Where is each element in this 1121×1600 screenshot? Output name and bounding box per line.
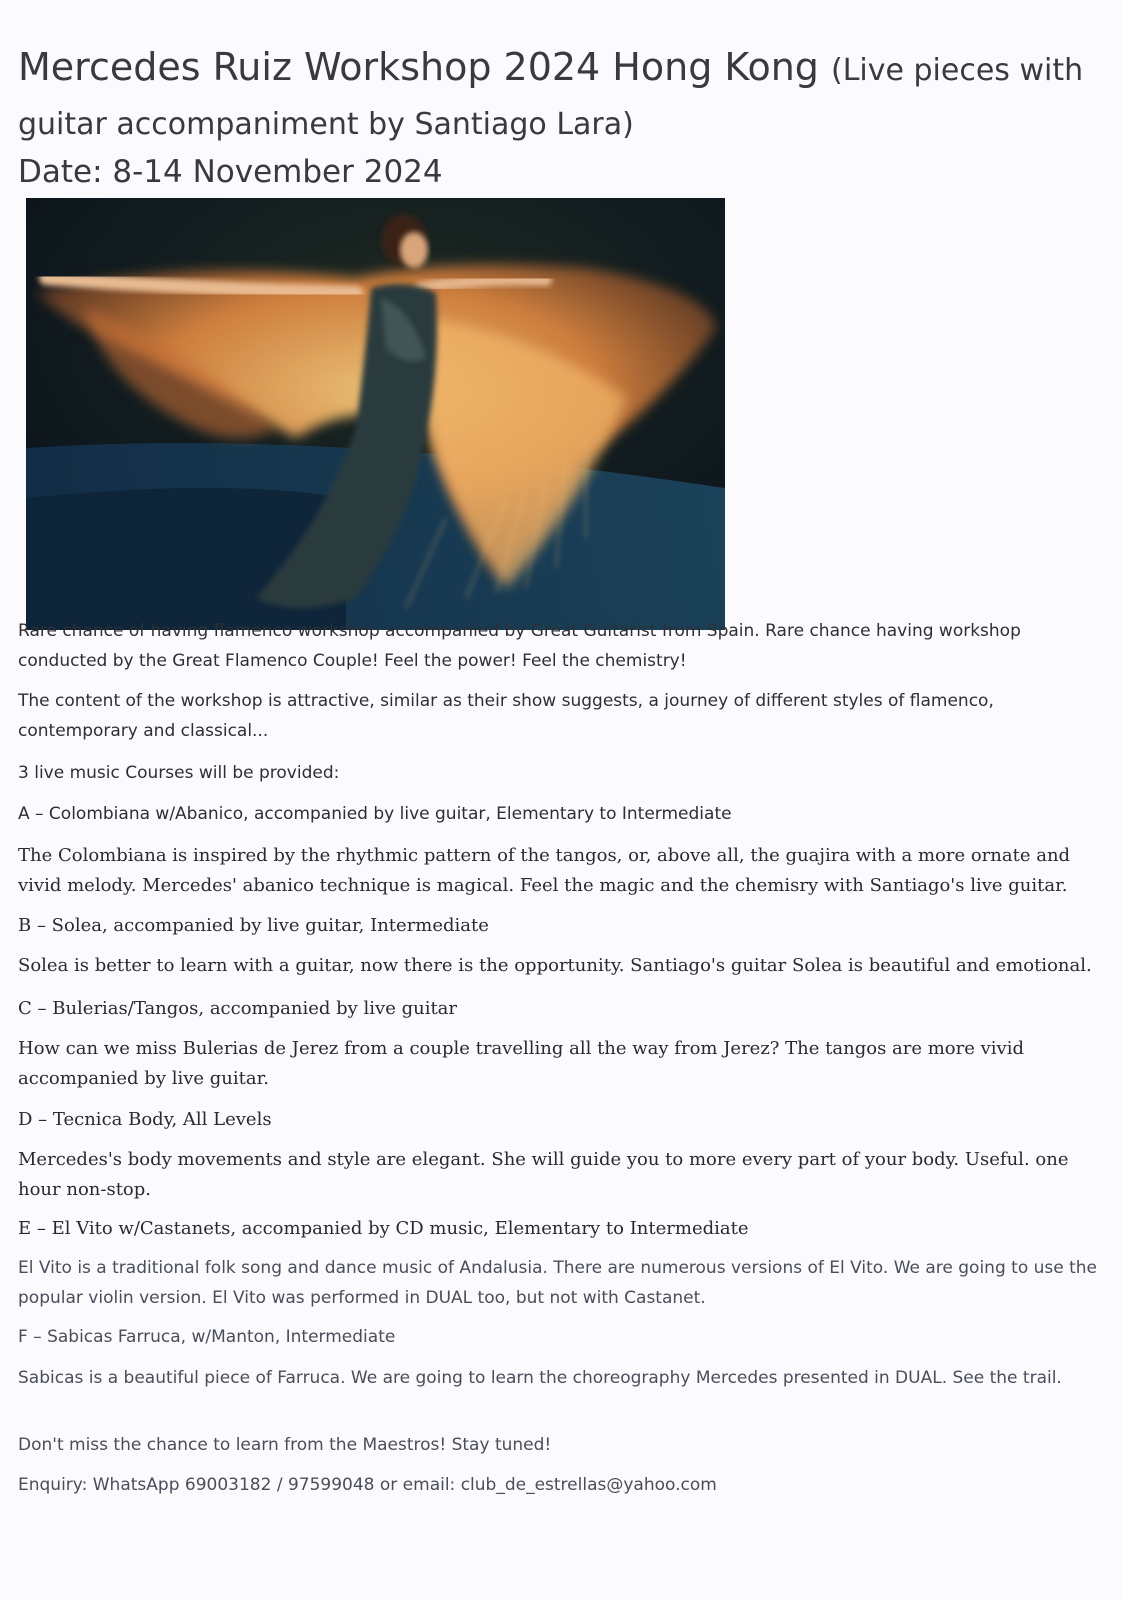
- course-d-heading: D – Tecnica Body, All Levels: [18, 1109, 272, 1130]
- title-main: Mercedes Ruiz Workshop 2024 Hong Kong: [18, 45, 819, 89]
- course-f-description: Sabicas is a beautiful piece of Farruca. We are going to learn the choreography Mercedes presented in DUAL. See the trail.: [18, 1368, 1062, 1388]
- intro-paragraph-1: Rare chance of having flamenco workshop accompanied by Great Guitarist from Spain. Rare chance having workshop conducted by the Great Flamenco Couple! Feel the power! Feel the chemistry!: [18, 621, 1021, 671]
- course-a-description: The Colombiana is inspired by the rhythmic pattern of the tangos, or, above all, the guajira with a more ornate and vivid melody. Mercedes' abanico technique is magical. Feel the magic and the chemisry with Santiago's live guitar.: [18, 845, 1071, 896]
- course-b-description: Solea is better to learn with a guitar, now there is the opportunity. Santiago's guitar Solea is beautiful and emotional.: [18, 955, 1092, 976]
- course-c-description: How can we miss Bulerias de Jerez from a couple travelling all the way from Jerez? The tangos are more vivid accompanied by live guitar.: [18, 1038, 1024, 1089]
- enquiry-contact: Enquiry: WhatsApp 69003182 / 97599048 or email: club_de_estrellas@yahoo.com: [18, 1475, 717, 1495]
- course-b-heading: B – Solea, accompanied by live guitar, Intermediate: [18, 915, 489, 936]
- flamenco-dancer-photo: [26, 198, 725, 630]
- course-c-heading: C – Bulerias/Tangos, accompanied by live guitar: [18, 998, 458, 1019]
- courses-intro: 3 live music Courses will be provided:: [18, 763, 340, 783]
- course-a-heading: A – Colombiana w/Abanico, accompanied by live guitar, Elementary to Intermediate: [18, 804, 732, 824]
- dancer-illustration: [26, 198, 725, 630]
- workshop-date: Date: 8-14 November 2024: [18, 154, 443, 190]
- course-e-heading: E – El Vito w/Castanets, accompanied by CD music, Elementary to Intermediate: [18, 1218, 749, 1239]
- page-title: [18, 42, 1098, 150]
- course-d-description: Mercedes's body movements and style are elegant. She will guide you to more every part of your body. Useful. one hour non-stop.: [18, 1149, 1069, 1200]
- course-f-heading: F – Sabicas Farruca, w/Manton, Intermediate: [18, 1327, 396, 1347]
- title-subtitle: (Live pieces with guitar accompaniment by Santiago Lara): [18, 53, 1084, 142]
- intro-paragraph-2: The content of the workshop is attractive, similar as their show suggests, a journey of different styles of flamenco, contemporary and classical...: [18, 691, 994, 741]
- closing-line: Don't miss the chance to learn from the Maestros! Stay tuned!: [18, 1435, 552, 1455]
- course-e-description: El Vito is a traditional folk song and dance music of Andalusia. There are numerous versions of El Vito. We are going to use the popular violin version. El Vito was performed in DUAL too, but not with Castanet.: [18, 1258, 1098, 1308]
